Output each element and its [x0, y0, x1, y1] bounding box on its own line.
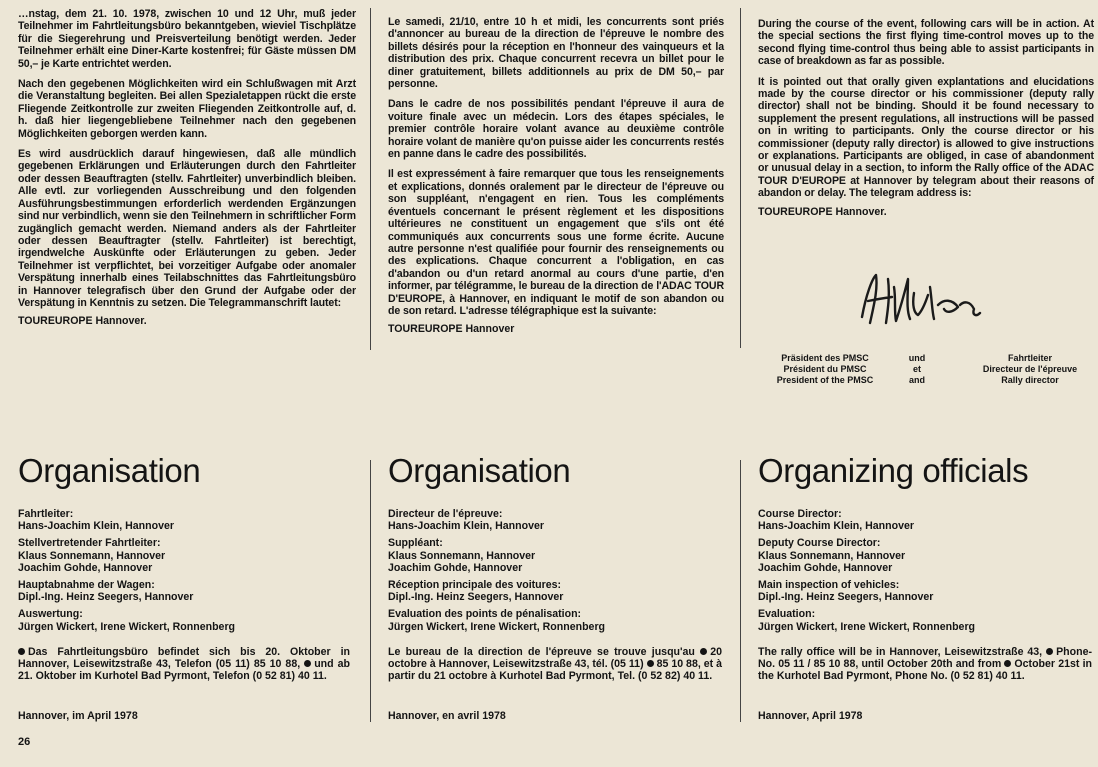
english-paragraph: During the course of the event, following cars will be in action. At the special sections the first flying time-control moves up to the second flying time-control thus being able to assist participants in case of breakdown as far as possible.	[758, 18, 1094, 68]
org-role: Evaluation des points de pénalisation:	[388, 608, 582, 621]
signature-block	[760, 265, 1090, 395]
org-entry	[758, 537, 1094, 574]
handwritten-signature	[848, 265, 988, 335]
org-name: Dipl.-Ing. Heinz Seegers, Hannover	[388, 591, 564, 604]
note-text: Das Fahrtleitungsbüro befindet sich bis 20. Oktober in Hannover, Leisewitzstraße 43, Telefon (05 11) 85 10 88,	[18, 646, 350, 671]
english-dateline: Hannover, April 1978	[758, 710, 863, 722]
org-name: Hans-Joachim Klein, Hannover	[758, 520, 915, 533]
english-office-note	[758, 646, 1092, 683]
caption-middle	[892, 353, 942, 386]
german-paragraph: …nstag, dem 21. 10. 1978, zwischen 10 und 12 Uhr, muß jeder Teilnehmer im Fahrtleitungsbüro bekanntgeben, wieviel Tischplätze für die Siegerehrung und Preisverteilung benötigt werden. Jeder Teilnehmer erhält eine Diner-Karte kostenfrei; für Gäste müssen DM 50,– je Karte entrichtet werden.	[18, 8, 356, 70]
french-org-list	[388, 508, 724, 638]
german-paragraph-text: Es wird ausdrücklich darauf hingewiesen, daß alle mündlich gegebenen Erklärungen und Erläuterungen durch den Fahrtleiter oder dessen Beauftragten (stellv. Fahrtleiter) unverbindlich bleiben. Alle evtl. zur vorliegenden Ausschreibung und den folgenden Ausführungsbestimmungen erforderlich werdenden Ergänzungen sind nur verbindlich, wenn sie den Teilnehmern in schriftlicher Form zugänglich gemacht werden. Niemand anders als der Fahrtleiter oder dessen Beauftragter (stellv. Fahrtleiter) ist berechtigt, irgendwelche Auskünfte oder Erläuterungen zu geben.	[18, 148, 356, 260]
french-paragraph: Le samedi, 21/10, entre 10 h et midi, les concurrents sont priés d'annoncer au bureau de la direction de l'épreuve le nombre des billets désirés pour la réception en l'honneur des vainqueurs et la distribution des prix. Chaque concurrent recevra un billet pour le diner gratuitement, billets additionnels au prix de DM 50,– par personne.	[388, 16, 724, 91]
english-heading: Organizing officials	[758, 452, 1029, 489]
french-dateline: Hannover, en avril 1978	[388, 710, 506, 722]
french-paragraph: Dans le cadre de nos possibilités pendant l'épreuve il aura de voiture finale avec un médecin. Lors des étapes spéciales, le premier contrôle horaire volant avance au deuxième contrôle horaire volant de manière qu'on puisse aider les concurrents restés en panne dans le cadre des possibilités.	[388, 98, 724, 161]
org-name: Jürgen Wickert, Irene Wickert, Ronnenberg	[758, 620, 976, 633]
note-text: Le bureau de la direction de l'épreuve se trouve jusqu'au	[388, 646, 695, 658]
org-name: Dipl.-Ing. Heinz Seegers, Hannover	[758, 591, 934, 604]
column-divider-right-lower	[740, 460, 741, 722]
english-telegram-address: TOUREUROPE Hannover.	[758, 205, 887, 218]
org-entry	[18, 508, 356, 532]
french-office-note	[388, 646, 722, 683]
org-role: Deputy Course Director:	[758, 537, 881, 550]
french-paragraph: Il est expressément à faire remarquer que tous les renseignements et explications, donnés oralement par le directeur de l'épreuve ou son suppléant, n'engagent en rien. Tous les compléments éventuels concernant le présent règlement et les dispositions ultérieures ne constituent un engagement que s'ils ont été communiqués aux concurrents sous une forme écrite. Aucune autre personne n'est qualifiée pour fournir des renseignements ou des explications. Chaque concurrent a l'obligation, en cas d'abandon ou d'un retard anormal au cours d'une partie, d'en informer, par télégramme, le bureau de la direction de l'ADAC TOUR D'EUROPE, à Hannover, en indiquant le motif de son abandon ou de son retard. L'adresse télégraphique est la suivante:	[388, 168, 724, 317]
org-name: Klaus Sonnemann, Hannover	[388, 549, 536, 562]
org-name: Hans-Joachim Klein, Hannover	[18, 520, 175, 533]
german-telegram-instruction: Jeder Teilnehmer ist verpflichtet, bei vorzeitiger Aufgabe oder anomaler Verspätung innerhalb eines Teilabschnittes das Fahrtleitungsbüro in Hannover telegrafisch über den Grund der Aufgabe oder der Verspätung in Kenntnis zu setzen. Die Telegrammanschrift lautet:	[18, 247, 356, 309]
french-heading: Organisation	[388, 452, 571, 489]
german-org-list	[18, 508, 356, 638]
org-role: Directeur de l'épreuve:	[388, 508, 503, 520]
note-text: October 21st in the Kurhotel Bad Pyrmont, Phone No. (0 52 81) 40 11.	[758, 658, 1092, 683]
page-number: 26	[18, 736, 31, 748]
english-org-list	[758, 508, 1094, 638]
caption-line: und	[908, 353, 926, 363]
org-role: Evaluation:	[758, 608, 816, 621]
caption-line: Rally director	[1001, 375, 1059, 385]
org-entry	[388, 579, 724, 603]
org-role: Fahrtleiter:	[18, 508, 74, 520]
english-paragraph: It is pointed out that orally given explantations and elucidations made by the course director or his commissioner (deputy rally director) shall not be binding. Should it be found necessary to supplement the present regulations, all instructions will be passed on in writing to participants. Only the course director or his commissioner (deputy rally director) is allowed to give instructions or explanations. Participants are obliged, in case of abandonment or unusual delay in a section, to inform the Rally office of the ADAC TOUR D'EUROPE at Hannover by telegram about their reasons of abandon or delay. The telegram address is:	[758, 75, 1094, 200]
german-telegram-address: TOUREUROPE Hannover.	[18, 315, 147, 328]
column-divider-left-lower	[370, 460, 371, 722]
org-name: Jürgen Wickert, Irene Wickert, Ronnenberg	[388, 620, 606, 633]
french-telegram-address: TOUREUROPE Hannover	[388, 323, 515, 336]
caption-line: President of the PMSC	[776, 375, 874, 385]
org-name: Dipl.-Ing. Heinz Seegers, Hannover	[18, 591, 194, 604]
note-text: 85 10 88, et à partir du 21 octobre à Kurhotel Bad Pyrmont, Tel. (0 52 82) 40 11.	[388, 658, 722, 683]
org-role: Auswertung:	[18, 608, 83, 621]
org-entry	[18, 537, 356, 574]
caption-line: Präsident des PMSC	[781, 353, 869, 363]
caption-line: et	[912, 364, 921, 374]
org-entry	[758, 579, 1094, 603]
bullet-icon	[1046, 648, 1053, 655]
bullet-icon	[18, 648, 25, 655]
org-entry	[388, 608, 724, 632]
note-text: Phone-No. 05 11 / 85 10 88, until October 20th and from	[758, 646, 1092, 671]
org-name: Joachim Gohde, Hannover	[18, 561, 153, 574]
org-role: Course Director:	[758, 508, 842, 520]
note-text: The rally office will be in Hannover, Leisewitzstraße 43,	[758, 646, 1043, 658]
org-name: Joachim Gohde, Hannover	[758, 561, 893, 574]
org-role: Suppléant:	[388, 537, 443, 550]
note-text: 20 octobre à Hannover, Leisewitzstraße 43, tél. (05 11)	[388, 646, 722, 671]
org-name: Joachim Gohde, Hannover	[388, 561, 523, 574]
german-dateline: Hannover, im April 1978	[18, 710, 138, 722]
org-entry	[758, 608, 1094, 632]
caption-right	[965, 353, 1095, 386]
org-role: Main inspection of vehicles:	[758, 579, 900, 592]
bullet-icon	[1004, 660, 1011, 667]
german-heading: Organisation	[18, 452, 201, 489]
org-entry	[18, 579, 356, 603]
bullet-icon	[700, 648, 707, 655]
org-role: Stellvertretender Fahrtleiter:	[18, 537, 161, 550]
bullet-icon	[647, 660, 654, 667]
german-paragraph: Nach den gegebenen Möglichkeiten wird ein Schlußwagen mit Arzt die Veranstaltung begleiten. Bei allen Spezialetappen rückt die erste Fliegende Zeitkontrolle zur zweiten Fliegenden Zeitkontrolle auf, d. h. daß hier liegengebliebene Teilnehmer nach den gegebenen Möglichkeiten geborgen werden kann.	[18, 78, 356, 140]
caption-left	[760, 353, 890, 386]
org-entry	[758, 508, 1094, 532]
org-entry	[18, 608, 356, 632]
caption-line: Directeur de l'épreuve	[982, 364, 1078, 374]
caption-line: Fahrtleiter	[1007, 353, 1052, 363]
caption-line: and	[908, 375, 925, 385]
note-text: und ab 21. Oktober im Kurhotel Bad Pyrmont, Telefon (0 52 81) 40 11.	[18, 658, 350, 683]
column-divider-left	[370, 8, 371, 350]
org-role: Hauptabnahme der Wagen:	[18, 579, 155, 592]
org-role: Réception principale des voitures:	[388, 579, 562, 592]
org-name: Klaus Sonnemann, Hannover	[758, 549, 906, 562]
bullet-icon	[304, 660, 311, 667]
org-entry	[388, 508, 724, 532]
org-name: Jürgen Wickert, Irene Wickert, Ronnenberg	[18, 620, 236, 633]
org-name: Klaus Sonnemann, Hannover	[18, 549, 166, 562]
org-entry	[388, 537, 724, 574]
column-divider-right	[740, 8, 741, 348]
german-paragraph	[18, 148, 356, 309]
org-name: Hans-Joachim Klein, Hannover	[388, 520, 545, 533]
german-office-note	[18, 646, 350, 683]
caption-line: Président du PMSC	[783, 364, 867, 374]
